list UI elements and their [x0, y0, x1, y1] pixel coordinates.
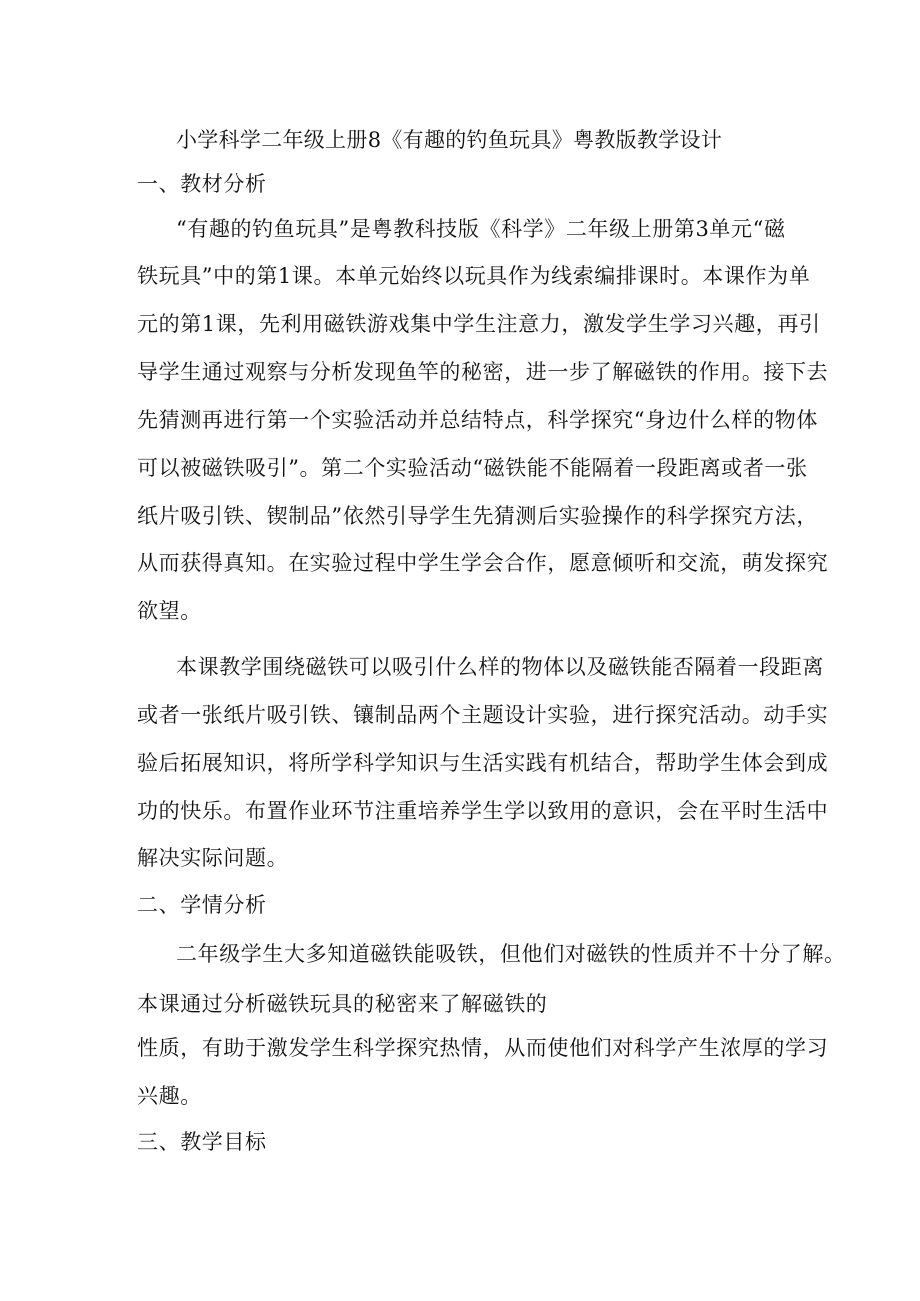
paragraph-line: 功的快乐。布置作业环节注重培养学生学以致用的意识，会在平时生活中 [137, 799, 829, 823]
paragraph-line: 可以被磁铁吸引”。第二个实验活动“磁铁能不能隔着一段距离或者一张 [137, 456, 808, 480]
paragraph-line: “有趣的钓鱼玩具”是粤教科技版《科学》二年级上册第3单元“磁 [176, 217, 786, 241]
paragraph-line: 铁玩具”中的第1课。本单元始终以玩具作为线索编排课时。本课作为单 [137, 264, 811, 288]
paragraph-line: 性质，有助于激发学生科学探究热情，从而使他们对科学产生浓厚的学习 [137, 1036, 829, 1060]
paragraph-line: 或者一张纸片吸引铁、镶制品两个主题设计实验，进行探究活动。动手实 [137, 703, 829, 727]
paragraph-line: 兴趣。 [137, 1084, 202, 1108]
paragraph-line: 解决实际问题。 [137, 846, 289, 870]
paragraph-line: 纸片吸引铁、锲制品”依然引导学生先猜测后实验操作的科学探究方法， [137, 504, 818, 528]
paragraph-line: 本课通过分析磁铁玩具的秘密来了解磁铁的 [137, 992, 548, 1016]
paragraph-line: 二年级学生大多知道磁铁能吸铁，但他们对磁铁的性质并不十分了解。 [176, 942, 846, 966]
section-heading-textbook-analysis: 一、教材分析 [137, 172, 267, 196]
paragraph-line: 从而获得真知。在实验过程中学生学会合作，愿意倾听和交流，萌发探究 [137, 551, 829, 575]
document-title: 小学科学二年级上册8《有趣的钓鱼玩具》粤教版教学设计 [176, 128, 723, 152]
section-heading-student-analysis: 二、学情分析 [137, 893, 267, 917]
section-heading-teaching-objectives: 三、教学目标 [137, 1130, 267, 1154]
paragraph-line: 本课教学围绕磁铁可以吸引什么样的物体以及磁铁能否隔着一段距离 [176, 655, 824, 679]
paragraph-line: 导学生通过观察与分析发现鱼竿的秘密，进一步了解磁铁的作用。接下去 [137, 360, 829, 384]
paragraph-line: 先猜测再进行第一个实验活动并总结特点，科学探究“身边什么样的物体 [137, 408, 818, 432]
paragraph-line: 验后拓展知识，将所学科学知识与生活实践有机结合，帮助学生体会到成 [137, 751, 829, 775]
paragraph-line: 元的第1课，先利用磁铁游戏集中学生注意力，激发学生学习兴趣，再引 [137, 312, 821, 336]
paragraph-line: 欲望。 [137, 599, 202, 623]
